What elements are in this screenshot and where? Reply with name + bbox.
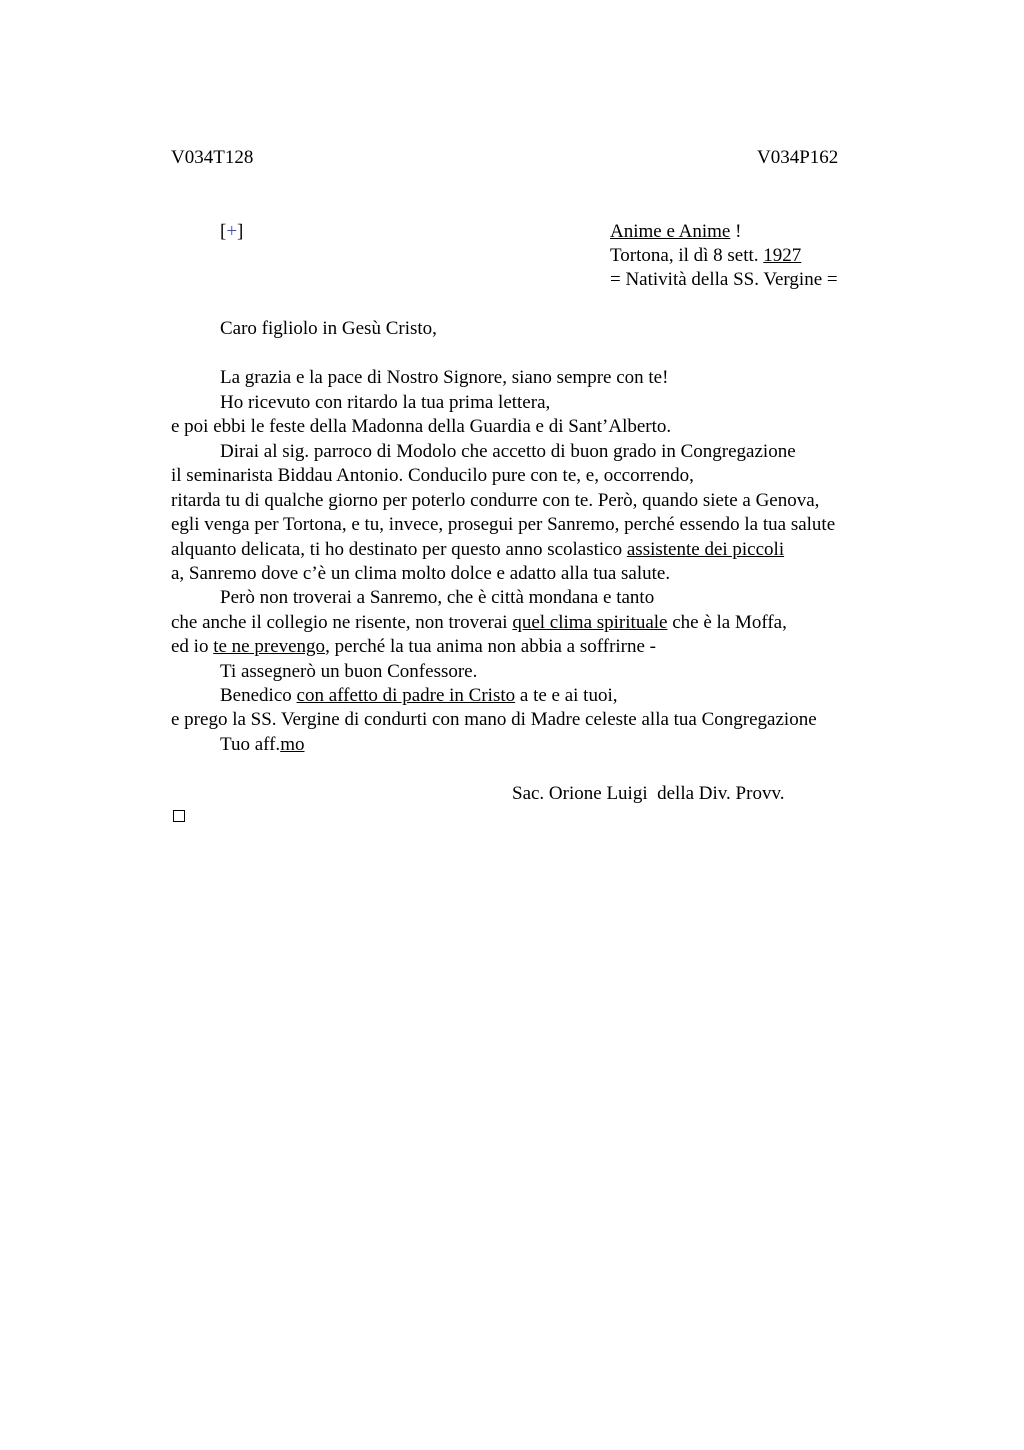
body-line-7: egli venga per Tortona, e tu, invece, prosegui per Sanremo, perché essendo la tua salute [171,514,836,535]
body-line-13: Ti assegnerò un buon Confessore. [220,661,478,682]
body-line-1: La grazia e la pace di Nostro Signore, siano sempre con te! [220,367,669,388]
body-line-3: e poi ebbi le feste della Madonna della Guardia e di Sant’Alberto. [171,416,672,437]
cross-close-bracket: ] [237,221,244,242]
body-line-11-underlined: quel clima spirituale [512,612,668,633]
cross-icon: + [226,221,238,242]
cross-open-bracket: [ [220,221,227,242]
body-line-12 [171,635,656,659]
body-line-16 [220,733,304,757]
body-line-14-text-a: Benedico [220,685,297,706]
body-line-12-underlined: te ne prevengo [213,636,326,657]
body-line-16-underlined: mo [280,734,305,755]
body-line-12-text-b: , perché la tua anima non abbia a soffrirne - [325,636,657,657]
body-line-14-text-b: a te e ai tuoi, [515,685,618,706]
body-line-8-text: alquanto delicata, ti ho destinato per questo anno scolastico [171,539,627,560]
header-left-code: V034T128 [171,147,254,168]
body-line-8-underlined: assistente dei piccoli [626,539,785,560]
body-line-8 [171,538,784,562]
heading-title-suffix: ! [730,221,742,242]
checkbox-icon [173,810,185,822]
heading-year: 1927 [763,245,802,266]
body-line-14 [220,684,618,708]
body-line-12-text-a: ed io [171,636,214,657]
heading-feast: = Natività della SS. Vergine = [610,269,838,290]
body-line-9: a, Sanremo dove c’è un clima molto dolce e adatto alla tua salute. [171,563,671,584]
body-line-11-text-b: che è la Moffa, [667,612,787,633]
heading-title-line [610,220,741,244]
heading-date-prefix: Tortona, il dì 8 sett. [610,245,764,266]
salutation: Caro figliolo in Gesù Cristo, [220,318,437,339]
body-line-10: Però non troverai a Sanremo, che è città mondana e tanto [220,587,655,608]
body-line-4: Dirai al sig. parroco di Modolo che accetto di buon grado in Congregazione [220,441,796,462]
signature: Sac. Orione Luigi della Div. Provv. [512,783,785,804]
body-line-16-text: Tuo aff. [220,734,281,755]
body-line-11 [171,611,787,635]
body-line-11-text-a: che anche il collegio ne risente, non troverai [171,612,513,633]
cross-mark [220,220,243,244]
body-line-5: il seminarista Biddau Antonio. Conducilo pure con te, e, occorrendo, [171,465,694,486]
heading-date-line [610,244,801,268]
body-line-15: e prego la SS. Vergine di condurti con mano di Madre celeste alla tua Congregazione [171,709,817,730]
body-line-2: Ho ricevuto con ritardo la tua prima lettera, [220,392,551,413]
heading-title: Anime e Anime [610,221,731,242]
header-right-code: V034P162 [757,147,839,168]
body-line-14-underlined: con affetto di padre in Cristo [296,685,516,706]
body-line-6: ritarda tu di qualche giorno per poterlo condurre con te. Però, quando siete a Genova, [171,490,820,511]
